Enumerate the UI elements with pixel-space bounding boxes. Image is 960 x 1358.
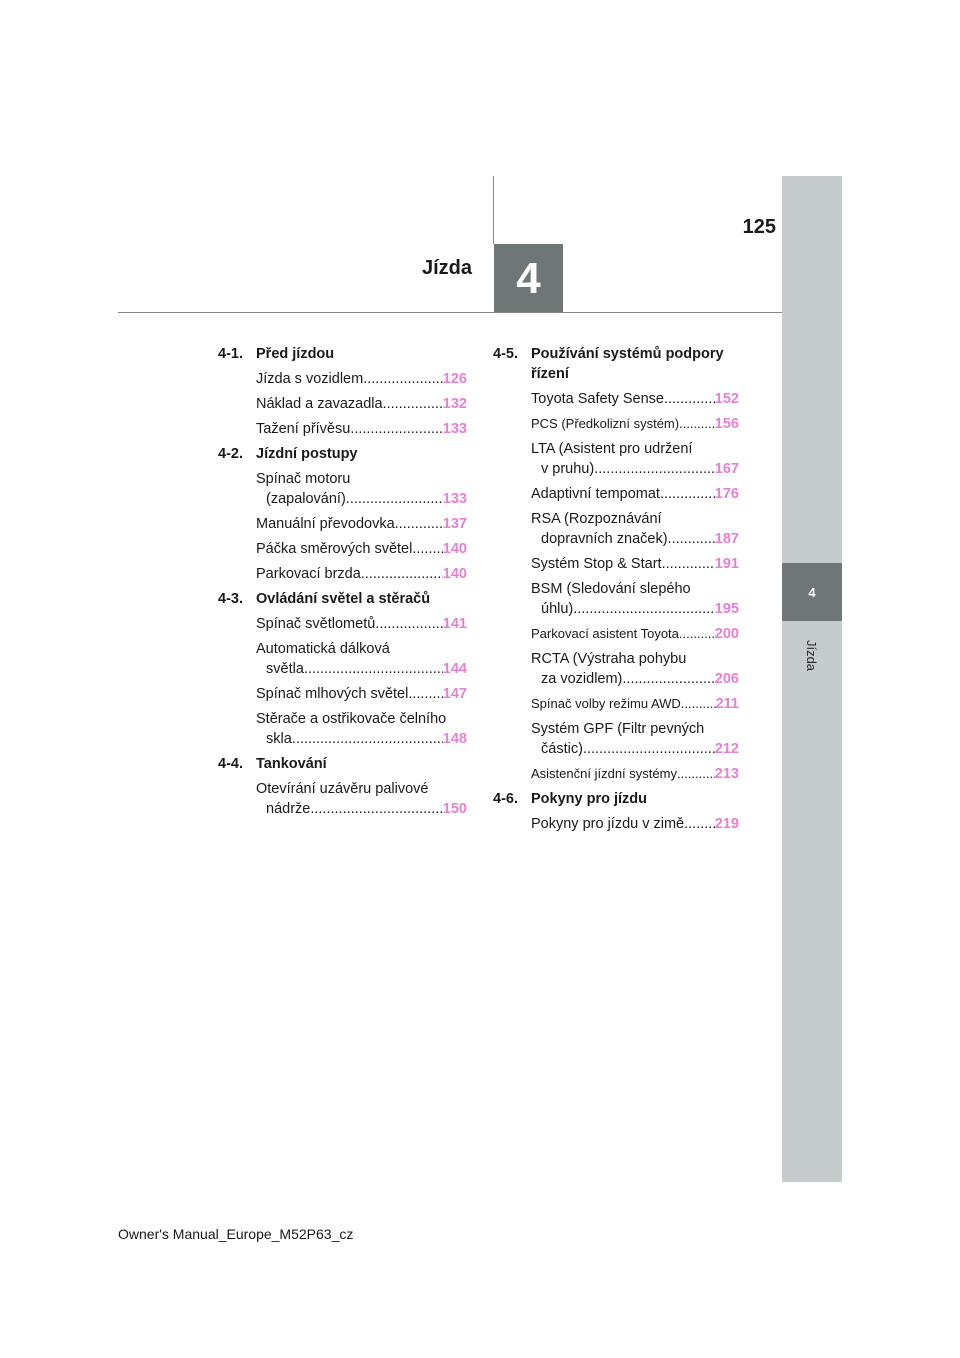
toc-entry-row <box>531 739 739 759</box>
toc-entry-title: PCS (Předkolizní systém) <box>531 416 680 431</box>
toc-entry[interactable] <box>531 579 739 619</box>
toc-entry[interactable] <box>531 554 739 574</box>
toc-page-link[interactable]: 137 <box>442 516 467 532</box>
toc-page-link[interactable]: 195 <box>714 601 739 617</box>
toc-page-link[interactable]: 147 <box>442 686 467 702</box>
toc-leader-dots <box>383 394 443 414</box>
toc-entry[interactable] <box>256 564 467 584</box>
toc-entry-title: úhlu) <box>541 601 574 617</box>
toc-page-link[interactable]: 200 <box>714 626 739 642</box>
toc-entry-row <box>531 694 739 714</box>
toc-leader-dots <box>395 514 443 534</box>
toc-leader-dots <box>622 669 714 689</box>
footer-manual-id: Owner's Manual_Europe_M52P63_cz <box>118 1226 354 1242</box>
toc-entry-title: BSM (Sledování slepého <box>531 581 691 597</box>
toc-entry[interactable] <box>531 414 739 434</box>
toc-page-link[interactable]: 211 <box>715 696 739 712</box>
toc-entry[interactable] <box>256 639 467 679</box>
toc-page-link[interactable]: 206 <box>714 671 739 687</box>
toc-page-link[interactable]: 132 <box>442 396 467 412</box>
toc-section-title[interactable]: Tankování <box>256 756 327 772</box>
toc-entry[interactable] <box>531 719 739 759</box>
toc-page-link[interactable]: 176 <box>714 486 739 502</box>
toc-leader-dots <box>583 739 715 759</box>
side-tab-label <box>782 625 842 685</box>
toc-leader-dots <box>292 729 443 749</box>
toc-entry-row <box>531 459 739 479</box>
toc-entry-title: Adaptivní tempomat <box>531 486 660 502</box>
toc-entry-title: za vozidlem) <box>541 671 623 687</box>
toc-section-title[interactable]: Pokyny pro jízdu <box>531 791 648 807</box>
toc-entry[interactable] <box>531 814 739 834</box>
toc-entry[interactable] <box>531 439 739 479</box>
toc-leader-dots <box>664 389 715 409</box>
toc-entry-title: Spínač motoru <box>256 471 351 487</box>
toc-entry-row <box>531 389 739 409</box>
toc-page-link[interactable]: 219 <box>714 816 739 832</box>
toc-entry[interactable] <box>256 614 467 634</box>
toc-entry-row <box>531 554 739 574</box>
chapter-title: Jízda <box>421 257 472 279</box>
toc-section-number: 4-1. <box>218 346 243 362</box>
toc-leader-dots <box>304 659 443 679</box>
toc-entry[interactable] <box>531 509 739 549</box>
toc-leader-dots <box>573 599 715 619</box>
toc-entry[interactable] <box>256 394 467 414</box>
toc-leader-dots <box>679 414 715 434</box>
toc-entry-title: (zapalování) <box>266 491 346 507</box>
toc-column-left <box>218 344 467 824</box>
toc-page-link[interactable]: 144 <box>442 661 467 677</box>
toc-entry-title: Manuální převodovka <box>256 516 395 532</box>
toc-leader-dots <box>681 694 716 714</box>
toc-section <box>493 789 739 809</box>
toc-entry[interactable] <box>531 484 739 504</box>
toc-entry-title: RSA (Rozpoznávání <box>531 511 662 527</box>
toc-leader-dots <box>310 799 442 819</box>
toc-entry-title: světla <box>266 661 304 677</box>
toc-section-number: 4-3. <box>218 591 243 607</box>
toc-leader-dots <box>668 529 715 549</box>
toc-leader-dots <box>346 489 443 509</box>
toc-entry[interactable] <box>256 514 467 534</box>
toc-section-number: 4-2. <box>218 446 243 462</box>
toc-leader-dots <box>363 369 443 389</box>
toc-entry-title: Stěrače a ostřikovače čelního <box>256 711 447 727</box>
toc-page-link[interactable]: 191 <box>714 556 739 572</box>
toc-entry-row <box>256 539 467 559</box>
toc-leader-dots <box>375 614 443 634</box>
toc-entry-title: Parkovací asistent Toyota <box>531 626 679 641</box>
toc-column-right <box>493 344 739 839</box>
toc-entry-row <box>531 414 739 434</box>
toc-entry-row <box>531 624 739 644</box>
toc-entry[interactable] <box>256 369 467 389</box>
toc-entry-row <box>531 669 739 689</box>
toc-entry-title: RCTA (Výstraha pohybu <box>531 651 687 667</box>
toc-section-title[interactable]: Před jízdou <box>256 346 335 362</box>
toc-entry-row <box>256 729 467 749</box>
toc-section-number: 4-4. <box>218 756 243 772</box>
toc-entry-title: Pokyny pro jízdu v zimě <box>531 816 685 832</box>
toc-leader-dots <box>684 814 715 834</box>
toc-entry-row <box>256 394 467 414</box>
toc-page-link[interactable]: 126 <box>442 371 467 387</box>
toc-page-link[interactable]: 148 <box>442 731 467 747</box>
toc-section-number: 4-5. <box>493 346 518 362</box>
toc-section <box>218 444 467 464</box>
toc-entry-row <box>256 514 467 534</box>
toc-page-link[interactable]: 213 <box>714 766 739 782</box>
toc-entry-title: Asistenční jízdní systémy <box>531 766 677 781</box>
toc-entry-row <box>256 419 467 439</box>
toc-leader-dots <box>677 764 715 784</box>
toc-leader-dots <box>662 554 715 574</box>
toc-entry-row <box>531 529 739 549</box>
toc-section-title[interactable]: Ovládání světel a stěračů <box>256 591 431 607</box>
toc-entry-title: nádrže <box>266 801 311 817</box>
toc-entry-row <box>256 684 467 704</box>
header-divider-horizontal <box>118 312 782 313</box>
toc-entry-title: Spínač světlometů <box>256 616 376 632</box>
toc-entry-title: Jízda s vozidlem <box>256 371 364 387</box>
toc-entry-title: Páčka směrových světel <box>256 541 413 557</box>
toc-section <box>218 344 467 364</box>
toc-leader-dots <box>594 459 715 479</box>
side-tab-label-text: Jízda <box>804 639 820 671</box>
chapter-number-box: 4 <box>494 244 563 313</box>
toc-entry-row <box>256 489 467 509</box>
toc-entry-row <box>531 764 739 784</box>
toc-entry-title: Automatická dálková <box>256 641 390 657</box>
toc-entry-title: dopravních značek) <box>541 531 668 547</box>
toc-leader-dots <box>350 419 442 439</box>
toc-section <box>218 589 467 609</box>
toc-entry-title: v pruhu) <box>541 461 595 477</box>
toc-entry-title: Otevírání uzávěru palivové <box>256 781 429 797</box>
toc-leader-dots <box>660 484 715 504</box>
toc-entry[interactable] <box>531 694 739 714</box>
toc-leader-dots <box>679 624 715 644</box>
toc-section-number: 4-6. <box>493 791 518 807</box>
toc-entry[interactable] <box>256 469 467 509</box>
toc-entry[interactable] <box>531 624 739 644</box>
toc-page-link[interactable]: 187 <box>714 531 739 547</box>
toc-entry-title: Toyota Safety Sense <box>531 391 664 407</box>
toc-page-link[interactable]: 140 <box>442 541 467 557</box>
toc-entry[interactable] <box>531 649 739 689</box>
toc-entry-title: Systém Stop & Start <box>531 556 662 572</box>
toc-entry-title: Parkovací brzda <box>256 566 361 582</box>
toc-entry[interactable] <box>256 779 467 819</box>
toc-section <box>493 344 739 384</box>
header-divider-vertical <box>493 176 494 244</box>
toc-section-title-continued: řízení <box>531 366 569 382</box>
toc-page-link[interactable]: 152 <box>714 391 739 407</box>
toc-entry[interactable] <box>256 419 467 439</box>
toc-entry-title: Tažení přívěsu <box>256 421 351 437</box>
toc-entry-title: Systém GPF (Filtr pevných <box>531 721 705 737</box>
toc-section-title[interactable]: Jízdní postupy <box>256 446 358 462</box>
toc-entry-row <box>256 614 467 634</box>
toc-page-link[interactable]: 167 <box>714 461 739 477</box>
side-tab-chapter-number[interactable]: 4 <box>782 563 842 621</box>
toc-entry-row <box>256 564 467 584</box>
toc-entry-title: LTA (Asistent pro udržení <box>531 441 693 457</box>
toc-leader-dots <box>412 539 442 559</box>
toc-entry-row <box>531 484 739 504</box>
toc-entry-row <box>256 799 467 819</box>
toc-entry[interactable] <box>531 764 739 784</box>
toc-section-title[interactable]: Používání systémů podpory <box>531 346 724 362</box>
toc-page-link[interactable]: 212 <box>714 741 739 757</box>
toc-section <box>218 754 467 774</box>
toc-entry-row <box>531 814 739 834</box>
toc-leader-dots <box>408 684 442 704</box>
toc-entry[interactable] <box>256 539 467 559</box>
toc-leader-dots <box>361 564 443 584</box>
toc-entry-row <box>531 599 739 619</box>
toc-entry[interactable] <box>256 684 467 704</box>
toc-page-link[interactable]: 140 <box>442 566 467 582</box>
toc-entry-row <box>256 369 467 389</box>
toc-entry-title: Spínač volby režimu AWD <box>531 696 681 711</box>
toc-entry-title: Náklad a zavazadla <box>256 396 383 412</box>
toc-entry-row <box>256 659 467 679</box>
toc-page-link[interactable]: 133 <box>442 421 467 437</box>
toc-entry-title: skla <box>266 731 292 747</box>
toc-entry[interactable] <box>531 389 739 409</box>
toc-entry-title: částic) <box>541 741 583 757</box>
toc-page-link[interactable]: 141 <box>442 616 467 632</box>
toc-entry-title: Spínač mlhových světel <box>256 686 409 702</box>
toc-entry[interactable] <box>256 709 467 749</box>
page-number: 125 <box>742 216 776 238</box>
toc-page-link[interactable]: 133 <box>442 491 467 507</box>
toc-page-link[interactable]: 150 <box>442 801 467 817</box>
toc-page-link[interactable]: 156 <box>714 416 739 432</box>
